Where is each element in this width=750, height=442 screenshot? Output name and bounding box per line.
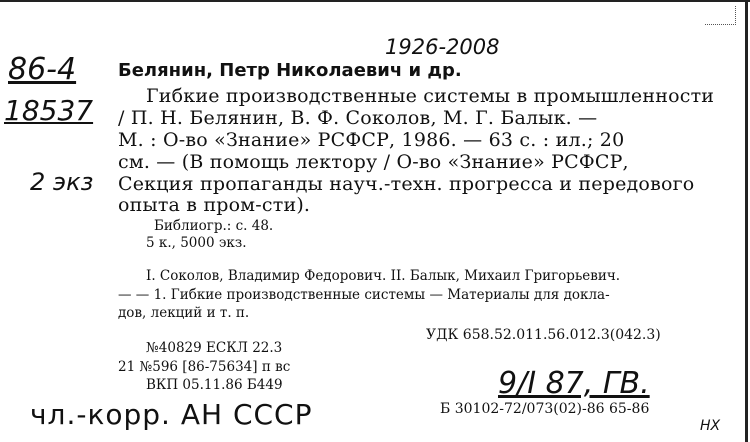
description-line-1: Гибкие производственные системы в промышленности xyxy=(146,85,715,107)
print-run-note: 5 к., 5000 экз. xyxy=(146,235,247,251)
description-line-4: см. — (В помощь лектору / О-во «Знание» РСФСР, xyxy=(118,151,629,173)
author-heading: Белянин, Петр Николаевич и др. xyxy=(118,60,462,81)
classification-code: Б 30102-72/073(02)-86 65-86 xyxy=(440,401,650,417)
handwritten-corner-mark: НХ xyxy=(700,418,721,434)
handwritten-call-number-top: 86-4 xyxy=(8,52,77,87)
record-line-2: 21 №596 [86-75634] п вс xyxy=(118,359,291,375)
udc-code: УДК 658.52.011.56.012.3(042.3) xyxy=(426,327,661,343)
handwritten-years: 1926-2008 xyxy=(385,35,500,59)
tracing-line-3: дов, лекций и т. п. xyxy=(118,305,250,321)
description-line-2: / П. Н. Белянин, В. Ф. Соколов, М. Г. Балык. — xyxy=(118,107,598,129)
description-line-3: М. : О-во «Знание» РСФСР, 1986. — 63 с. : ил.; 20 xyxy=(118,129,625,151)
corner-perforation xyxy=(705,6,736,25)
bibliography-note: Библиогр.: с. 48. xyxy=(154,218,274,234)
description-line-5: Секция пропаганды науч.-техн. прогресса и передового xyxy=(118,173,695,195)
handwritten-call-number-bottom: 18537 xyxy=(4,94,94,127)
handwritten-date-initials: 9/I 87, ГВ. xyxy=(498,366,650,401)
tracing-line-1: I. Соколов, Владимир Федорович. II. Балык, Михаил Григорьевич. xyxy=(146,268,621,284)
record-line-3: ВКП 05.11.86 Б449 xyxy=(146,377,283,393)
handwritten-footer-note: чл.-корр. АН СССР xyxy=(30,398,313,431)
handwritten-copies-note: 2 экз xyxy=(30,168,94,196)
card-right-edge xyxy=(745,0,748,442)
card-top-edge xyxy=(0,0,750,2)
description-line-6: опыта в пром-сти). xyxy=(118,194,311,216)
record-line-1: №40829 ЕСКЛ 22.3 xyxy=(146,340,283,356)
tracing-line-2: — — 1. Гибкие производственные системы — Материалы для докла- xyxy=(118,287,610,303)
